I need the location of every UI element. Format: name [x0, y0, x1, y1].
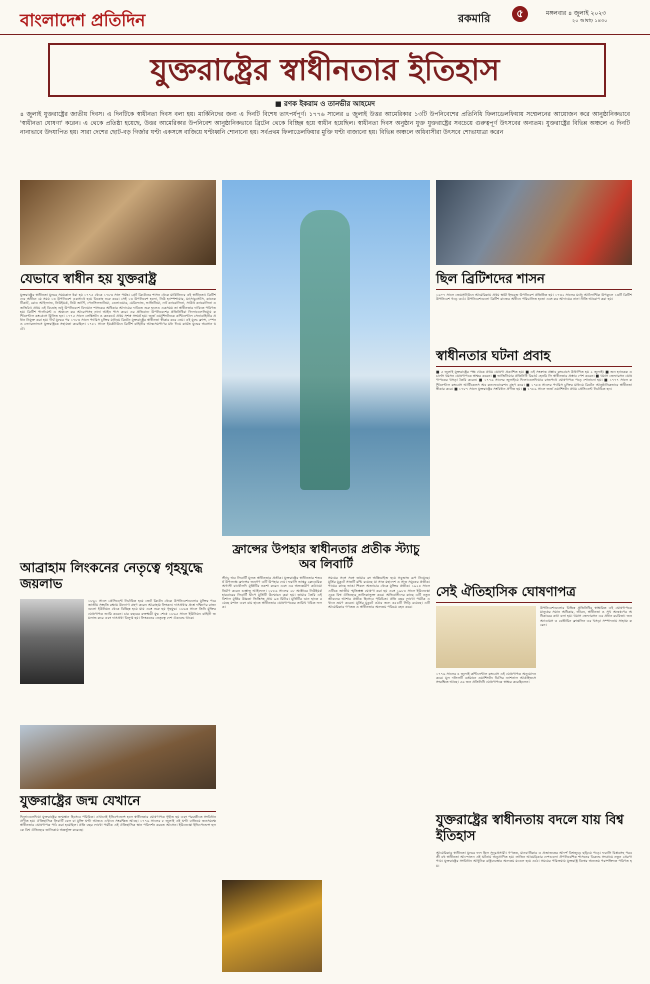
section-body-declaration-cont: ১৭৭৬ সালের ৪ জুলাই কন্টিনেন্টাল কংগ্রেস এই ঘোষণাপত্র অনুমোদন করে। মূল দলিলটি বর্তমানে ওয়াশিংটন ডিসির ন্যাশনাল আর্কাইভসে সংরক্ষিত আছে। ৫৬ জন প্রতিনিধি ঘোষণাপত্রে স্বাক্ষর করেছিলেন। — [436, 672, 536, 685]
publication-date-alt: ২০ আষাঢ় ১৪৩০ — [572, 18, 608, 24]
section-body-lincoln: ১৮৬১ সালে প্রেসিডেন্ট নির্বাচিত হয়ে জেট ব্রিটেন থেকে উপনিবেশগুলোর মুক্তির পরে জাতীয় সংহতি রক্ষায় উদ্যোগ গ্রহণ করেন আব্রাহাম লিংকন। দাসপ্রথার প্রশ্নে দক্ষিণের রাজ্যগুলো ইউনিয়ন থেকে বিচ্ছিন্ন হয়ে যায় এবং শুরু হয় গৃহযুদ্ধ। ১৮৬৩ সালে তিনি মুক্তির ঘোষণাপত্র জারি করেন। চার বছরের রক্তক্ষয়ী যুদ্ধ শেষে ১৮৬৫ সালে ইউনিয়ন বাহিনী জয়লাভ করে এবং দাসপ্রথা বিলুপ্ত হয়। লিংকনের নেতৃত্বে দেশ ঐক্যবদ্ধ থাকে। — [88, 599, 216, 620]
section-title-british-rule: ছিল ব্রিটিশদের শাসন — [436, 272, 545, 287]
section-title-lincoln: আব্রাহাম লিংকনের নেতৃত্বে গৃহযুদ্ধে জয়লাভ — [20, 561, 203, 592]
declaration-signing-painting-image — [20, 180, 216, 265]
section-title-birthplace: যুক্তরাষ্ট্রের জন্ম যেখানে — [20, 794, 141, 809]
section-title-how-independent: যেভাবে স্বাধীন হয় যুক্তরাষ্ট্র — [20, 272, 157, 287]
section-body-declaration: উপনিবেশগুলোর বিভিন্ন প্রতিনিধির স্বাক্ষরিত এই ঘোষণাপত্রে মানুষের সমান অধিকার, জীবন, স্বাধীনতা ও সুখ অন্বেষণের অধিকারের কথা বলা হয়। থমাস জেফারসন এর প্রধান রচয়িতা। জন অ্যাডামস ও বেঞ্জামিন ফ্রাঙ্কলিন এর খসড়া সম্পাদনায় সাহায্য করেন। — [540, 606, 632, 627]
liberty-bell-image — [20, 725, 216, 789]
newspaper-logo[interactable]: বাংলাদেশ প্রতিদিন — [20, 11, 146, 31]
section-body-timeline: ■ ৫ জুলাই যুক্তরাষ্ট্রের পক্ষ থেকে প্রথম ঘোষণা প্রকাশিত হয়। ■ এই সংক্রান্ত প্রস্তাব কংগ্রেসে উত্থাপিত হয় ২ জুলাই। ■ জন হ্যানকক ও চার্লস থমসন ঘোষণাপত্রে স্বাক্ষর করেন। ■ ভার্জিনিয়ার প্রতিনিধি রিচার্ড হেনরি লি স্বাধীনতার প্রস্তাব পেশ করেন। ■ থমাস জেফারসন ঘোষণাপত্রের খসড়া তৈরি করেন। ■ ১৭৭৬ সালের জুলাইয়ে ফিলাডেলফিয়ার রাজপথে ঘোষণাপত্র পড়ে শোনানো হয়। ■ ১৭৭৭ সালে কন্টিনেন্টাল কংগ্রেস আর্টিকেলস অব কনফেডারেশন গ্রহণ করে। ■ ১৭৮৩ সালের প্যারিস চুক্তির মাধ্যমে ব্রিটেন আনুষ্ঠানিকভাবে স্বাধীনতা স্বীকার করে। ■ ১৭৮৭ সালে যুক্তরাষ্ট্রের সংবিধান প্রণীত হয়। ■ ১৭৮৯ সালে জর্জ ওয়াশিংটন প্রথম প্রেসিডেন্ট নির্বাচিত হন। — [436, 370, 632, 391]
lincoln-portrait-image — [20, 599, 84, 684]
section-title-statue: ফ্রান্সের উপহার স্বাধীনতার প্রতীক স্ট্যাচু অব লিবার্টি — [232, 542, 420, 571]
section-body-how-independent: যুক্তরাষ্ট্রের স্বাধীনতা যুদ্ধের সময়কাল ধরা হয় ১৭৭৫ থেকে ১৭৮৩ সাল পর্যন্ত। গ্রেট ব্রিটেনের শাসন থেকে মার্কিনিদের এই স্বাধীনতা। ব্রিটিশদের অধীনে যে সময় ১৩ উপনিবেশ একসাথে হয়ে বিদ্রোহ শুরু করে। সেই ১৩ উপনিবেশ হলো, নিউ হ্যাম্পশায়ার, ম্যাসাচুসেটস, কানেকটিকাট, রোড আইল্যান্ড, নিউইয়র্ক, নিউ জার্সি, পেনসিলভানিয়া, ডেলাওয়ার, মেরিল্যান্ড, ভার্জিনিয়া, নর্থ ক্যারোলিনা, সাউথ ক্যারোলিনা ও জর্জিয়া। প্রথম এই বিদ্রোহ শুধু উপনিবেশে বিদ্যমান শাসকের অধিকার আদায়ের দাবিতে শুরু হলেও একসময় তা স্বাধীনতার দাবিতে পরিণত হয়। ব্রিটিশ পার্লামেন্ট এ অঞ্চলে কর আরোপসহ নানা আইন পাস করে। এর প্রতিবাদে উপনিবেশের প্রতিনিধিরা ফিলাডেলফিয়ায় কন্টিনেন্টাল কংগ্রেসে মিলিত হন। ১৭৭৫ সালে লেক্সিংটন ও কনকর্ডে প্রথম সশস্ত্র সংঘর্ষ হয়। জর্জ ওয়াশিংটনকে কন্টিনেন্টাল সেনাবাহিনীর প্রধান নিযুক্ত করা হয়। দীর্ঘ যুদ্ধের পর ১৭৮৩ সালে প্যারিস চুক্তির মাধ্যমে ব্রিটেন যুক্তরাষ্ট্রের স্বাধীনতা স্বীকার করে নেয়। এই যুদ্ধে ফ্রান্স, স্পেন ও নেদারল্যান্ডস যুক্তরাষ্ট্রকে সহায়তা করেছিল। ১৭৮১ সালে ইয়র্কটাউনে ব্রিটিশ বাহিনীর আত্মসমর্পণের মধ্য দিয়ে কার্যত যুদ্ধের অবসান ঘটে। — [20, 293, 216, 331]
section-body-statue-col1: স্ট্যাচু অব লিবার্টি মূলত স্বাধীনতার প্রতীক। যুক্তরাষ্ট্রের স্বাধীনতার শতবর্ষ উপলক্ষে ফ্রান্সের জনগণ এটি উপহার দেয়। ফরাসি ভাস্কর ফ্রেডেরিক অগাস্ট বার্থোলদি মূর্তিটির নকশা করেন এবং এর অভ্যন্তরীণ কাঠামো নির্মাণ করেন গুস্তাভ আইফেল। ১৮৮৬ সালের ২৮ অক্টোবর নিউইয়র্ক হারবারের লিবার্টি দ্বীপে মূর্তিটি উন্মোচন করা হয়। তামার তৈরি এই বিশাল মূর্তির উচ্চতা ভিত্তিসহ প্রায় ৯৩ মিটার। মূর্তিটির ডান হাতে রয়েছে মশাল এবং বাম হাতে স্বাধীনতার ঘোষণাপত্রের তারিখ খচিত ফলক। — [222, 576, 322, 610]
page-number-badge: ৫ — [512, 6, 528, 22]
divider — [436, 289, 632, 290]
section-title-timeline: স্বাধীনতার ঘটনা প্রবাহ — [436, 349, 551, 364]
divider — [436, 602, 632, 603]
divider — [436, 366, 632, 367]
section-body-birthplace: ফিলাডেলফিয়া যুক্তরাষ্ট্রের জন্মস্থান হিসেবে পরিচিত। এখানেই ইন্ডিপেন্ডেন্স হলে স্বাধীনতার ঘোষণাপত্র গৃহীত হয় এবং পরবর্তীতে সংবিধান প্রণীত হয়। ঐতিহাসিক লিবার্টি বেল বা মুক্তি ঘণ্টা আজও এখানে সংরক্ষিত আছে। ১৭৭৬ সালের ৮ জুলাই এই ঘণ্টা বাজিয়ে জনসমক্ষে স্বাধীনতার ঘোষণাপত্র পাঠ করা হয়েছিল। প্রতি বছর লাখো পর্যটক এই ঐতিহাসিক স্থান পরিদর্শন করতে আসেন। ইউনেস্কো ইন্ডিপেন্ডেন্স হলকে বিশ্ব ঐতিহ্যের তালিকায় অন্তর্ভুক্ত করেছে। — [20, 815, 216, 832]
torch-image — [222, 880, 322, 972]
statue-figure — [300, 210, 350, 490]
section-body-world-history: আমেরিকার স্বাধীনতা যুদ্ধের ফল ছিল সুদূরপ্রসারী। গণতন্ত্র, মানবাধিকার ও প্রজাতন্ত্রের আদর্শ বিশ্বজুড়ে ছড়িয়ে পড়ে। ফরাসি বিপ্লবসহ পরবর্তী বহু স্বাধীনতা আন্দোলন এই ঘটনায় অনুপ্রাণিত হয়। লাতিন আমেরিকার দেশগুলো ঔপনিবেশিক শাসনের বিরুদ্ধে সংগ্রামে নতুন প্রেরণা পায়। যুক্তরাষ্ট্রের সংবিধান আধুনিক রাষ্ট্রব্যবস্থার অন্যতম মডেল হয়ে ওঠে। সময়ের পরিক্রমায় যুক্তরাষ্ট্র বিশ্বের অন্যতম পরাশক্তিতে পরিণত হয়। — [436, 851, 632, 868]
section-title-world-history: যুক্তরাষ্ট্রের স্বাধীনতায় বদলে যায় বিশ্ব ইতিহাস — [436, 813, 624, 844]
section-name: রকমারি — [458, 12, 491, 25]
section-title-declaration: সেই ঐতিহাসিক ঘোষণাপত্র — [436, 585, 576, 600]
publication-date: মঙ্গলবার ৪ জুলাই ২০২৩ — [546, 10, 607, 17]
section-body-statue-col2: সময়ের সঙ্গে সঙ্গে তামার রং অক্সিডাইজ হয়ে সবুজাভ রূপ নিয়েছে। মূর্তির মুকুটে সাতটি রশ্মি রয়েছে যা সাত মহাদেশ ও সাত সমুদ্রের প্রতীক। পায়ের কাছে ভাঙা শিকল অত্যাচার থেকে মুক্তির প্রতীক। ১৯২৪ সালে এটিকে জাতীয় স্মৃতিস্তম্ভ ঘোষণা করা হয় এবং ১৯৮৪ সালে ইউনেস্কো একে বিশ্ব ঐতিহ্যের তালিকাভুক্ত করে। অভিবাসীদের কাছে এটি নতুন জীবনের আশার প্রতীক হিসেবে পরিচিত। প্রতি বছর লাখো পর্যটক এখানে ভ্রমণ করেন। মূর্তির মুকুটে ওঠার জন্য ৩৫৪টি সিঁড়ি রয়েছে। এটি আমেরিকার গণতন্ত্র ও স্বাধীনতার অন্যতম পরিচয় বহন করে। — [328, 576, 430, 610]
declaration-document-image — [436, 606, 536, 668]
page-title: যুক্তরাষ্ট্রের স্বাধীনতার ইতিহাস — [150, 53, 500, 88]
divider — [20, 811, 216, 812]
intro-paragraph: ৪ জুলাই যুক্তরাষ্ট্রের জাতীয় দিবস। এ দিনটিকে স্বাধীনতা দিবস বলা হয়। মার্কিনিদের জন্য এ দিনটি বিশেষ তাৎপর্যপূর্ণ। ১৭৭৬ সালের ৪ জুলাই উত্তর আমেরিকার ১৩টি উপনিবেশের প্রতিনিধি ফিলাডেলফিয়ায় সম্মেলনের আয়োজন করে আনুষ্ঠানিকভাবে 'স্বাধীনতা ঘোষণা' করেন। এ থেকে প্রতিষ্ঠা হয়েছে, উত্তর আমেরিকার উপনিবেশ আনুষ্ঠানিকভাবে ব্রিটেন থেকে বিচ্ছিন্ন হয়ে স্বাধীন হয়েছিল। স্বাধীনতা দিবস অনুষ্ঠান যুক্ত যুক্তরাষ্ট্রের সবচেয়ে গুরুত্বপূর্ণ উৎসবের অন্যতম। যুক্তরাষ্ট্রের বিভিন্ন অঞ্চলে এ দিনটি নানাভাবে উদযাপিত হয়। সারা দেশের ছোট-বড় গির্জার ঘণ্টা একসঙ্গে বাজিয়ে ঘণ্টাধ্বনি শোনানো হয়। সর্বপ্রথম ফিলাডেলফিয়ার মুক্তি ঘণ্টা বাজানো হয়। বিভিন্ন অঞ্চলে অধিবাসীরা উৎসবে শোভাযাত্রা করেন — [20, 111, 630, 136]
british-soldiers-painting-image — [436, 180, 632, 265]
divider — [20, 289, 216, 290]
section-body-british-rule: ১৬০৭ সালে জেমসটাউনে আমেরিকায় প্রথম স্থায়ী ইংরেজ উপনিবেশ প্রতিষ্ঠিত হয়। ১৭৩২ সালের মধ্যে আটলান্টিক উপকূলে ১৩টি ব্রিটিশ উপনিবেশ গড়ে ওঠে। উপনিবেশগুলো ব্রিটিশ রাজের অধীনে পরিচালিত হতো এবং কর আদায়ের নানা নীতি আরোপ করা হয়। — [436, 293, 632, 302]
byline: ■ রণক ইকরাম ও তানভীর আহমেদ — [275, 100, 375, 108]
